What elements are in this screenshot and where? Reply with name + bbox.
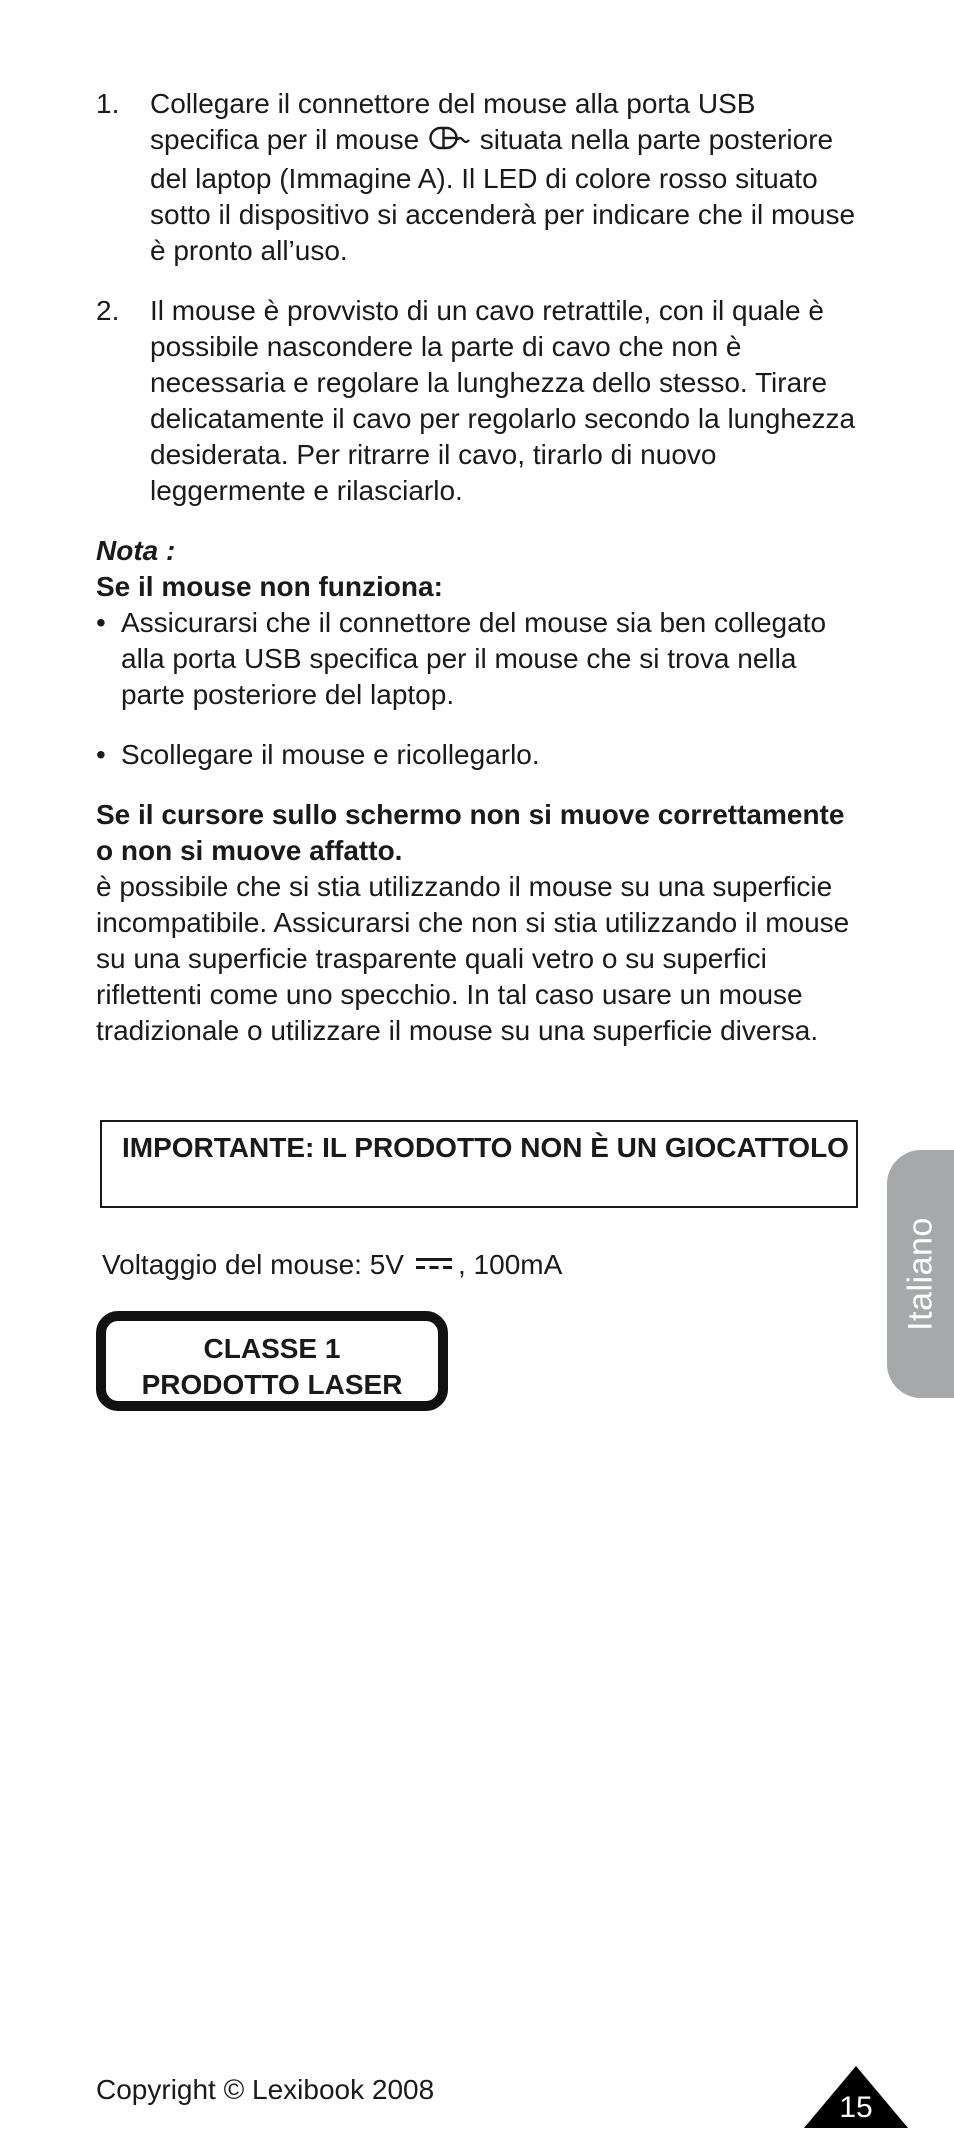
voltage-line: [102, 1244, 562, 1283]
page-number-marker: [804, 2066, 908, 2128]
main-content: [96, 86, 856, 1049]
page-number: 15: [839, 2091, 873, 2124]
step-number: 1.: [96, 88, 120, 119]
note-title: Nota :: [96, 535, 176, 566]
voltage-current: , 100mA: [457, 1249, 563, 1280]
laser-class-line: CLASSE 1: [203, 1333, 341, 1364]
mouse-port-icon: [429, 125, 471, 161]
instruction-step-1: [96, 86, 856, 269]
bullet-text: Assicurarsi che il connettore del mouse sia ben collegato alla porta USB specifica per il mouse che si trova nella parte posteriore del laptop.: [121, 607, 827, 710]
copyright-notice: Copyright © Lexibook 2008: [96, 2074, 435, 2105]
bullet-marker: •: [96, 739, 106, 770]
step-number: 2.: [96, 295, 120, 326]
note-heading: Se il mouse non funziona:: [96, 571, 443, 602]
step-text-part1: Collegare il connettore del mouse alla porta USB specifica per il mouse: [150, 88, 756, 155]
laser-class-label: [96, 1311, 448, 1411]
language-tab: [887, 1150, 954, 1398]
important-warning-box: IMPORTANTE: IL PRODOTTO NON È UN GIOCATTOLO: [100, 1120, 858, 1208]
language-tab-label: Italiano: [901, 1217, 939, 1331]
voltage-label: Voltaggio del mouse: 5V: [102, 1249, 404, 1280]
instruction-step-2: [96, 293, 856, 509]
step-text: Il mouse è provvisto di un cavo retrattile, con il quale è possibile nascondere la parte di cavo che non è necessaria e regolare la lunghezza dello stesso. Tirare delicatamente il cavo per regolarlo secondo la lunghezza desiderata. Per ritrarre il cavo, tirarlo di nuovo leggermente e rilasciarlo.: [150, 295, 856, 506]
note-bullet-item: [96, 605, 856, 713]
bullet-marker: •: [96, 607, 106, 638]
bullet-text: Scollegare il mouse e ricollegarlo.: [121, 739, 540, 770]
cursor-heading: Se il cursore sullo schermo non si muove correttamente o non si muove affatto.: [96, 799, 845, 866]
note-bullet-item: [96, 737, 856, 773]
step-text-part2: situata nella parte posteriore del laptop (Immagine A). Il LED di colore rosso situato sotto il dispositivo si accenderà per indicare che il mouse è pronto all’uso.: [150, 124, 856, 266]
laser-product-line: PRODOTTO LASER: [141, 1369, 403, 1400]
dc-current-icon: [416, 1244, 452, 1258]
cursor-paragraph: è possibile che si stia utilizzando il mouse su una superficie incompatibile. Assicurarsi che non si stia utilizzando il mouse su una superficie trasparente quali vetro o su superfici riflettenti come uno specchio. In tal caso usare un mouse tradizionale o utilizzare il mouse su una superficie diversa.: [96, 871, 850, 1046]
